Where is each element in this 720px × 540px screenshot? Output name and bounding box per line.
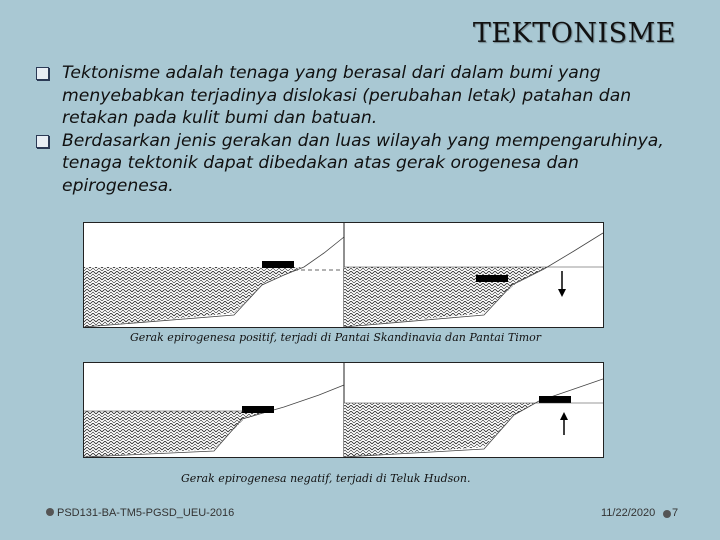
footer-course [46, 507, 234, 519]
figure-caption-negative: Gerak epirogenesa negatif, terjadi di Teluk Hudson. [181, 472, 471, 485]
bullet-item [36, 130, 676, 198]
shelf-block [242, 406, 274, 413]
figure-caption-positive: Gerak epirogenesa positif, terjadi di Pantai Skandinavia dan Pantai Timor [130, 331, 542, 344]
checkbox-bullet-icon [36, 135, 49, 148]
bullet-dot-icon [663, 510, 671, 518]
footer-course-text: PSD131-BA-TM5-PGSD_UEU-2016 [57, 507, 235, 519]
bullet-dot-icon [46, 508, 54, 516]
bullet-text: Berdasarkan jenis gerakan dan luas wilayah yang mempengaruhinya, tenaga tektonik dapat dibedakan atas gerak orogenesa dan epirogenesa. [62, 130, 664, 196]
checkbox-bullet-icon [36, 67, 49, 80]
bullet-list [36, 62, 676, 197]
bullet-text: Tektonisme adalah tenaga yang berasal dari dalam bumi yang menyebabkan terjadinya dislokasi (perubahan letak) patahan dan retakan pada kulit bumi dan batuan. [62, 63, 632, 128]
shelf-block [262, 261, 294, 268]
slide-title: TEKTONISME [472, 18, 676, 49]
epirogenesis-positive-diagram [84, 223, 603, 327]
footer-date: 11/22/2020 [601, 507, 656, 519]
page-number: 7 [672, 507, 679, 519]
shelf-block [539, 396, 571, 403]
epirogenesis-negative-diagram [84, 363, 603, 457]
epirogenesis-negative-figure [83, 362, 604, 458]
bullet-item [36, 62, 676, 130]
shelf-block [476, 275, 508, 282]
epirogenesis-positive-figure [83, 222, 604, 328]
